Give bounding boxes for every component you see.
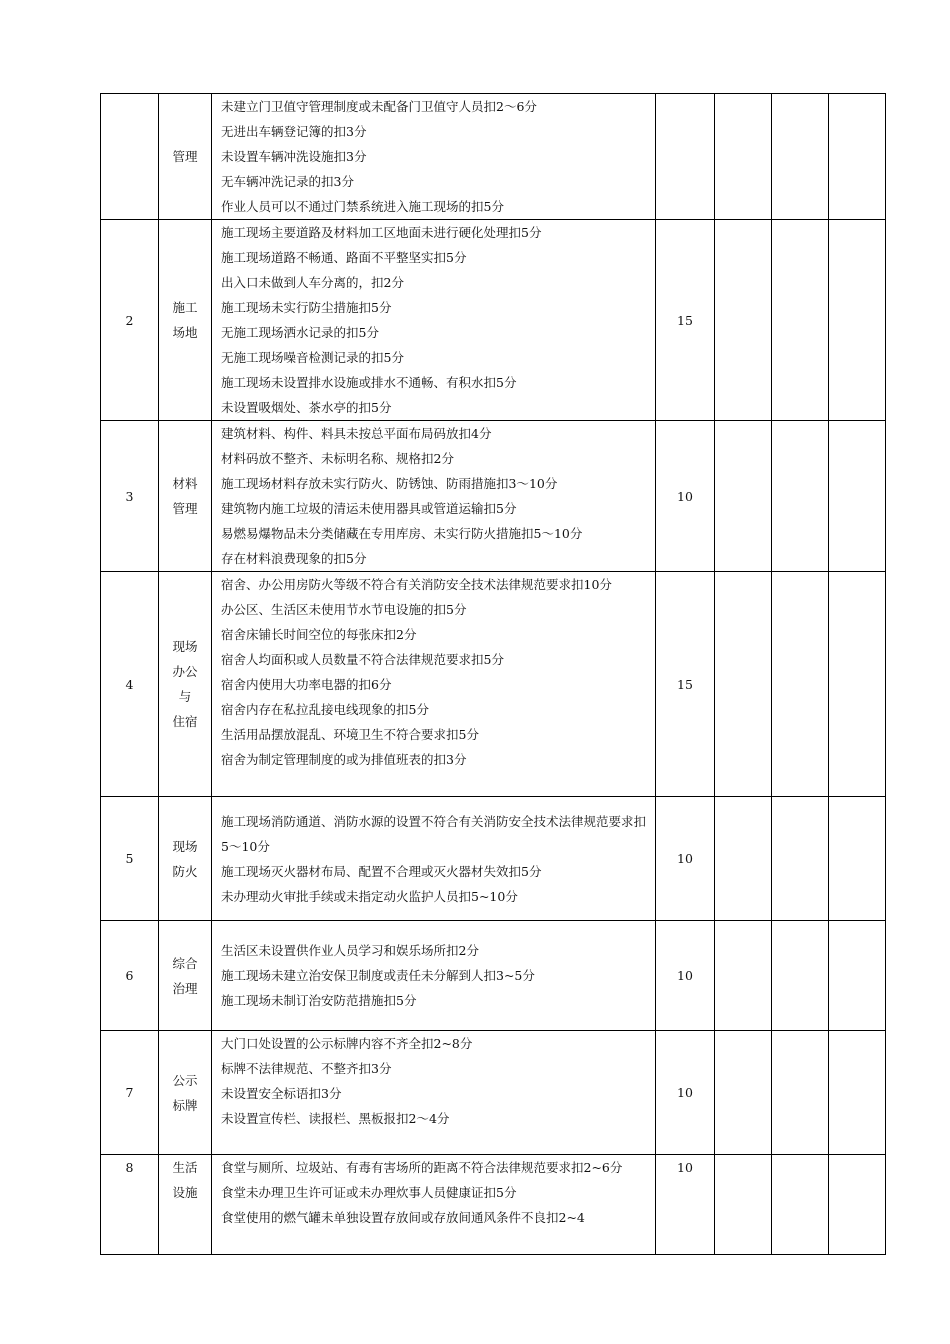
table-row [101,921,886,1031]
deduction-criteria: 生活区未设置供作业人员学习和娱乐场所扣2分 施工现场未建立治安保卫制度或责任未分解到人扣3~5分 施工现场未制订治安防范措施扣5分 [212,921,656,1031]
table-row [101,220,886,421]
deduction-criteria: 施工现场消防通道、消防水源的设置不符合有关消防安全技术法律规范要求扣5～10分 施工现场灭火器材布局、配置不合理或灭火器材失效扣5分 未办理动火审批手续或未指定动火监护人员扣5~10分 [212,797,656,921]
blank-cell [829,1155,886,1255]
row-number: 7 [101,1031,159,1155]
table-row [101,94,886,220]
check-item: 公示 标牌 [159,1031,212,1155]
score-cell [656,94,715,220]
table-row [101,1155,886,1255]
score-cell: 10 [656,921,715,1031]
check-item: 现场 防火 [159,797,212,921]
blank-cell [772,421,829,572]
score-cell: 10 [656,1155,715,1255]
deduction-criteria: 施工现场主要道路及材料加工区地面未进行硬化处理扣5分 施工现场道路不畅通、路面不平整坚实扣5分 出入口未做到人车分离的，扣2分 施工现场未实行防尘措施扣5分 无施工现场洒水记录的扣5分 无施工现场噪音检测记录的扣5分 施工现场未设置排水设施或排水不通畅、有积水扣5分 未设置吸烟处、茶水亭的扣5分 [212,220,656,421]
check-item: 综合 治理 [159,921,212,1031]
score-cell: 10 [656,421,715,572]
blank-cell [772,921,829,1031]
blank-cell [772,220,829,421]
row-number: 8 [101,1155,159,1255]
inspection-table [100,93,886,1255]
table-row [101,1031,886,1155]
deduction-criteria: 未建立门卫值守管理制度或未配备门卫值守人员扣2～6分 无进出车辆登记簿的扣3分 未设置车辆冲洗设施扣3分 无车辆冲洗记录的扣3分 作业人员可以不通过门禁系统进入施工现场的扣5分 [212,94,656,220]
blank-cell [715,1155,772,1255]
blank-cell [772,572,829,797]
deduction-criteria: 宿舍、办公用房防火等级不符合有关消防安全技术法律规范要求扣10分 办公区、生活区未使用节水节电设施的扣5分 宿舍床铺长时间空位的每张床扣2分 宿舍人均面积或人员数量不符合法律规范要求扣5分 宿舍内使用大功率电器的扣6分 宿舍内存在私拉乱接电线现象的扣5分 生活用品摆放混乱、环境卫生不符合要求扣5分 宿舍为制定管理制度的或为排值班表的扣3分 [212,572,656,797]
score-cell: 15 [656,220,715,421]
blank-cell [715,421,772,572]
blank-cell [829,220,886,421]
blank-cell [772,94,829,220]
table-row [101,572,886,797]
deduction-criteria: 建筑材料、构件、料具未按总平面布局码放扣4分 材料码放不整齐、未标明名称、规格扣2分 施工现场材料存放未实行防火、防锈蚀、防雨措施扣3～10分 建筑物内施工垃圾的清运未使用器具或管道运输扣5分 易燃易爆物品未分类储藏在专用库房、未实行防火措施扣5～10分 存在材料浪费现象的扣5分 [212,421,656,572]
check-item: 材料 管理 [159,421,212,572]
blank-cell [829,421,886,572]
check-item: 生活 设施 [159,1155,212,1255]
blank-cell [829,921,886,1031]
blank-cell [715,797,772,921]
blank-cell [829,572,886,797]
row-number: 6 [101,921,159,1031]
deduction-criteria: 食堂与厕所、垃圾站、有毒有害场所的距离不符合法律规范要求扣2~6分 食堂未办理卫生许可证或未办理炊事人员健康证扣5分 食堂使用的燃气罐未单独设置存放间或存放间通风条件不良扣2~4 [212,1155,656,1255]
blank-cell [829,1031,886,1155]
row-number: 4 [101,572,159,797]
check-item: 施工 场地 [159,220,212,421]
blank-cell [772,1155,829,1255]
score-cell: 10 [656,797,715,921]
check-item: 管理 [159,94,212,220]
blank-cell [715,1031,772,1155]
check-item: 现场 办公 与 住宿 [159,572,212,797]
score-cell: 15 [656,572,715,797]
table-row [101,421,886,572]
row-number: 5 [101,797,159,921]
row-number [101,94,159,220]
blank-cell [715,921,772,1031]
row-number: 3 [101,421,159,572]
blank-cell [715,220,772,421]
blank-cell [829,797,886,921]
table-row [101,797,886,921]
blank-cell [829,94,886,220]
blank-cell [715,572,772,797]
blank-cell [715,94,772,220]
blank-cell [772,797,829,921]
score-cell: 10 [656,1031,715,1155]
row-number: 2 [101,220,159,421]
blank-cell [772,1031,829,1155]
deduction-criteria: 大门口处设置的公示标牌内容不齐全扣2~8分 标牌不法律规范、不整齐扣3分 未设置安全标语扣3分 未设置宣传栏、读报栏、黑板报扣2～4分 [212,1031,656,1155]
